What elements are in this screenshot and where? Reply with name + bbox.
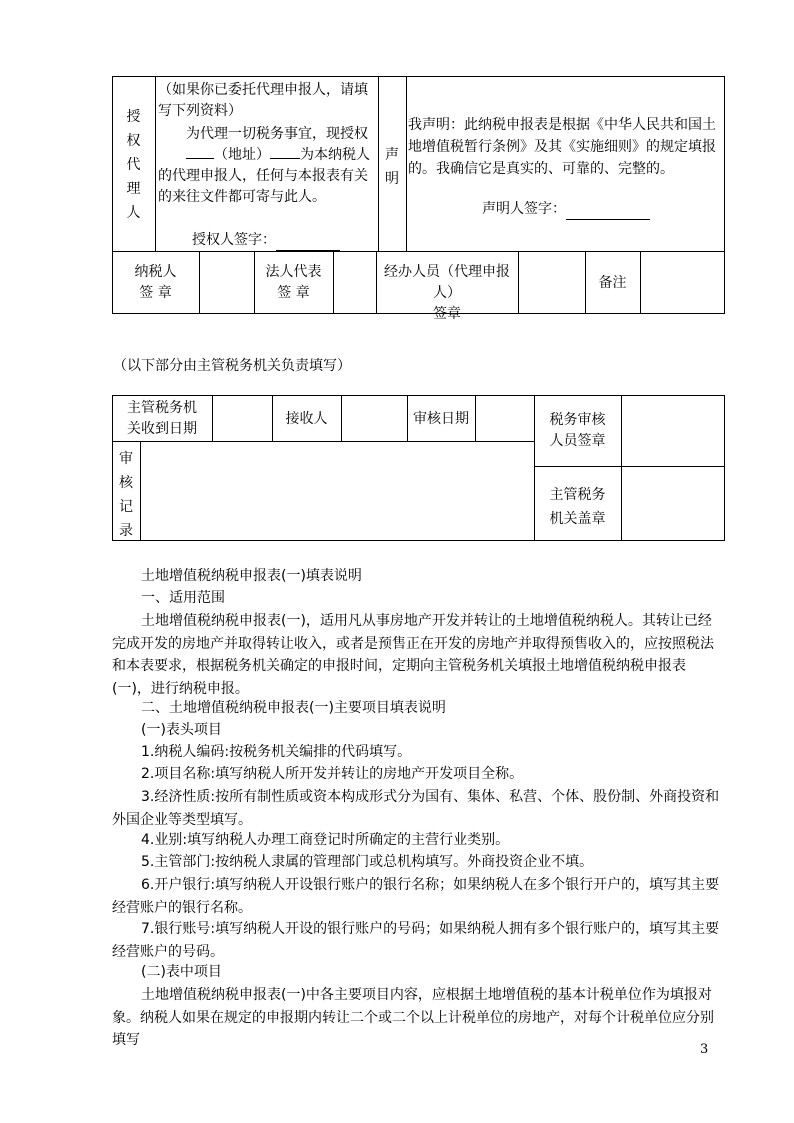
declarant-signature-label: 声明人签字： <box>482 201 566 217</box>
item-3: 3.经济性质:按所有制性质或资本构成形式分为国有、集体、私营、个体、股份制、外商投资和外国企业等类型填写。 <box>112 789 720 828</box>
authorizer-signature-blank[interactable] <box>276 236 340 251</box>
authorized-agent-label: 授 权 代 理 人 <box>126 109 141 221</box>
legal-rep-seal-field[interactable] <box>334 252 375 313</box>
section-note: （以下部分由主管税务机关负责填写） <box>113 358 351 374</box>
subsection-heading-a: (一)表头项目 <box>141 722 222 738</box>
declaration-text: 我声明：此纳税申报表是根据《中华人民共和国土地增值税暂行条例》及其《实施细则》的规定填报的。我确信它是真实的、可靠的、完整的。 <box>408 117 716 177</box>
item-7: 7.银行账号:填写纳税人开设的银行账户的号码；如果纳税人拥有多个银行账户的，填写其主要经营账户的号码。 <box>112 921 720 960</box>
authorizer-signature-label: 授权人签字： <box>192 232 276 248</box>
declaration-label: 声 明 <box>385 147 399 187</box>
page-number: 3 <box>700 1042 709 1057</box>
declarant-signature-blank[interactable] <box>566 205 650 220</box>
section-heading-2: 二、土地增值税纳税申报表(一)主要项目填表说明 <box>141 700 446 716</box>
section-heading-1: 一、适用范围 <box>141 590 225 606</box>
item-6: 6.开户银行:填写纳税人开设银行账户的银行名称；如果纳税人在多个银行开户的，填写其主要经营账户的银行名称。 <box>112 877 720 916</box>
authorized-name-blank[interactable] <box>186 158 214 159</box>
reviewer-seal-field[interactable] <box>622 396 724 465</box>
authorization-text-2: （地址） <box>214 147 270 163</box>
paragraph-1: 土地增值税纳税申报表(一)，适用凡从事房地产开发并转让的土地增值税纳税人。其转让已经完成开发的房地产并取得转让收入，或者是预售正在开发的房地产并取得预售收入的，应按照税法和本表要求，根据税务机关确定的申报时间，定期向主管税务机关填报土地增值税纳税申报表(一)，进行纳税申报。 <box>112 613 714 697</box>
authorizer-signature <box>192 230 340 251</box>
agent-seal-label: 经办人员（代理申报人） 签章 <box>384 264 510 322</box>
authorization-text-3: 为本纳税人的代理申报人，任何与本报表有关的来往文件都可寄与此人。 <box>158 147 370 205</box>
authority-seal-label: 主管税务 机关盖章 <box>549 487 606 527</box>
item-2: 2.项目名称:填写纳税人所开发并转让的房地产开发项目全称。 <box>141 766 524 782</box>
declarant-signature <box>482 199 650 220</box>
reviewer-seal-label: 税务审核 人员签章 <box>549 412 606 449</box>
item-1: 1.纳税人编码:按税务机关编排的代码填写。 <box>141 744 412 760</box>
authorization-body <box>158 124 376 208</box>
review-record-label: 审 核 记 录 <box>119 451 133 539</box>
remarks-label: 备注 <box>598 275 627 291</box>
authority-seal-field[interactable] <box>622 467 724 540</box>
paragraph-2: 土地增值税纳税申报表(一)中各主要项目内容，应根据土地增值税的基本计税单位作为填报对象。纳税人如果在规定的申报期内转让二个或二个以上计税单位的房地产，对每个计税单位应分别填写 <box>112 987 714 1048</box>
item-4: 4.业别:填写纳税人办理工商登记时所确定的主营行业类别。 <box>141 832 510 848</box>
subsection-heading-b: (二)表中项目 <box>141 964 222 980</box>
authorized-address-blank[interactable] <box>270 158 300 159</box>
review-date-field[interactable] <box>476 396 533 440</box>
authorization-note: （如果你已委托代理申报人，请填写下列资料） <box>158 82 368 119</box>
review-record-field[interactable] <box>141 442 533 540</box>
received-date-label: 主管税务机 关收到日期 <box>127 400 197 437</box>
taxpayer-seal-field[interactable] <box>200 252 253 313</box>
receiver-field[interactable] <box>342 396 406 440</box>
item-5: 5.主管部门:按纳税人隶属的管理部门或总机构填写。外商投资企业不填。 <box>141 854 594 870</box>
remarks-field[interactable] <box>641 252 724 313</box>
instructions-title: 土地增值税纳税申报表(一)填表说明 <box>141 568 362 584</box>
receiver-label: 接收人 <box>285 411 328 427</box>
agent-seal-field[interactable] <box>519 252 584 313</box>
taxpayer-seal-label: 纳税人 签 章 <box>134 264 177 301</box>
legal-rep-seal-label: 法人代表 签 章 <box>265 264 322 301</box>
review-date-label: 审核日期 <box>413 411 469 427</box>
authorization-text-1: 为代理一切税务事宜，现授权 <box>186 126 368 142</box>
received-date-field[interactable] <box>213 396 271 440</box>
